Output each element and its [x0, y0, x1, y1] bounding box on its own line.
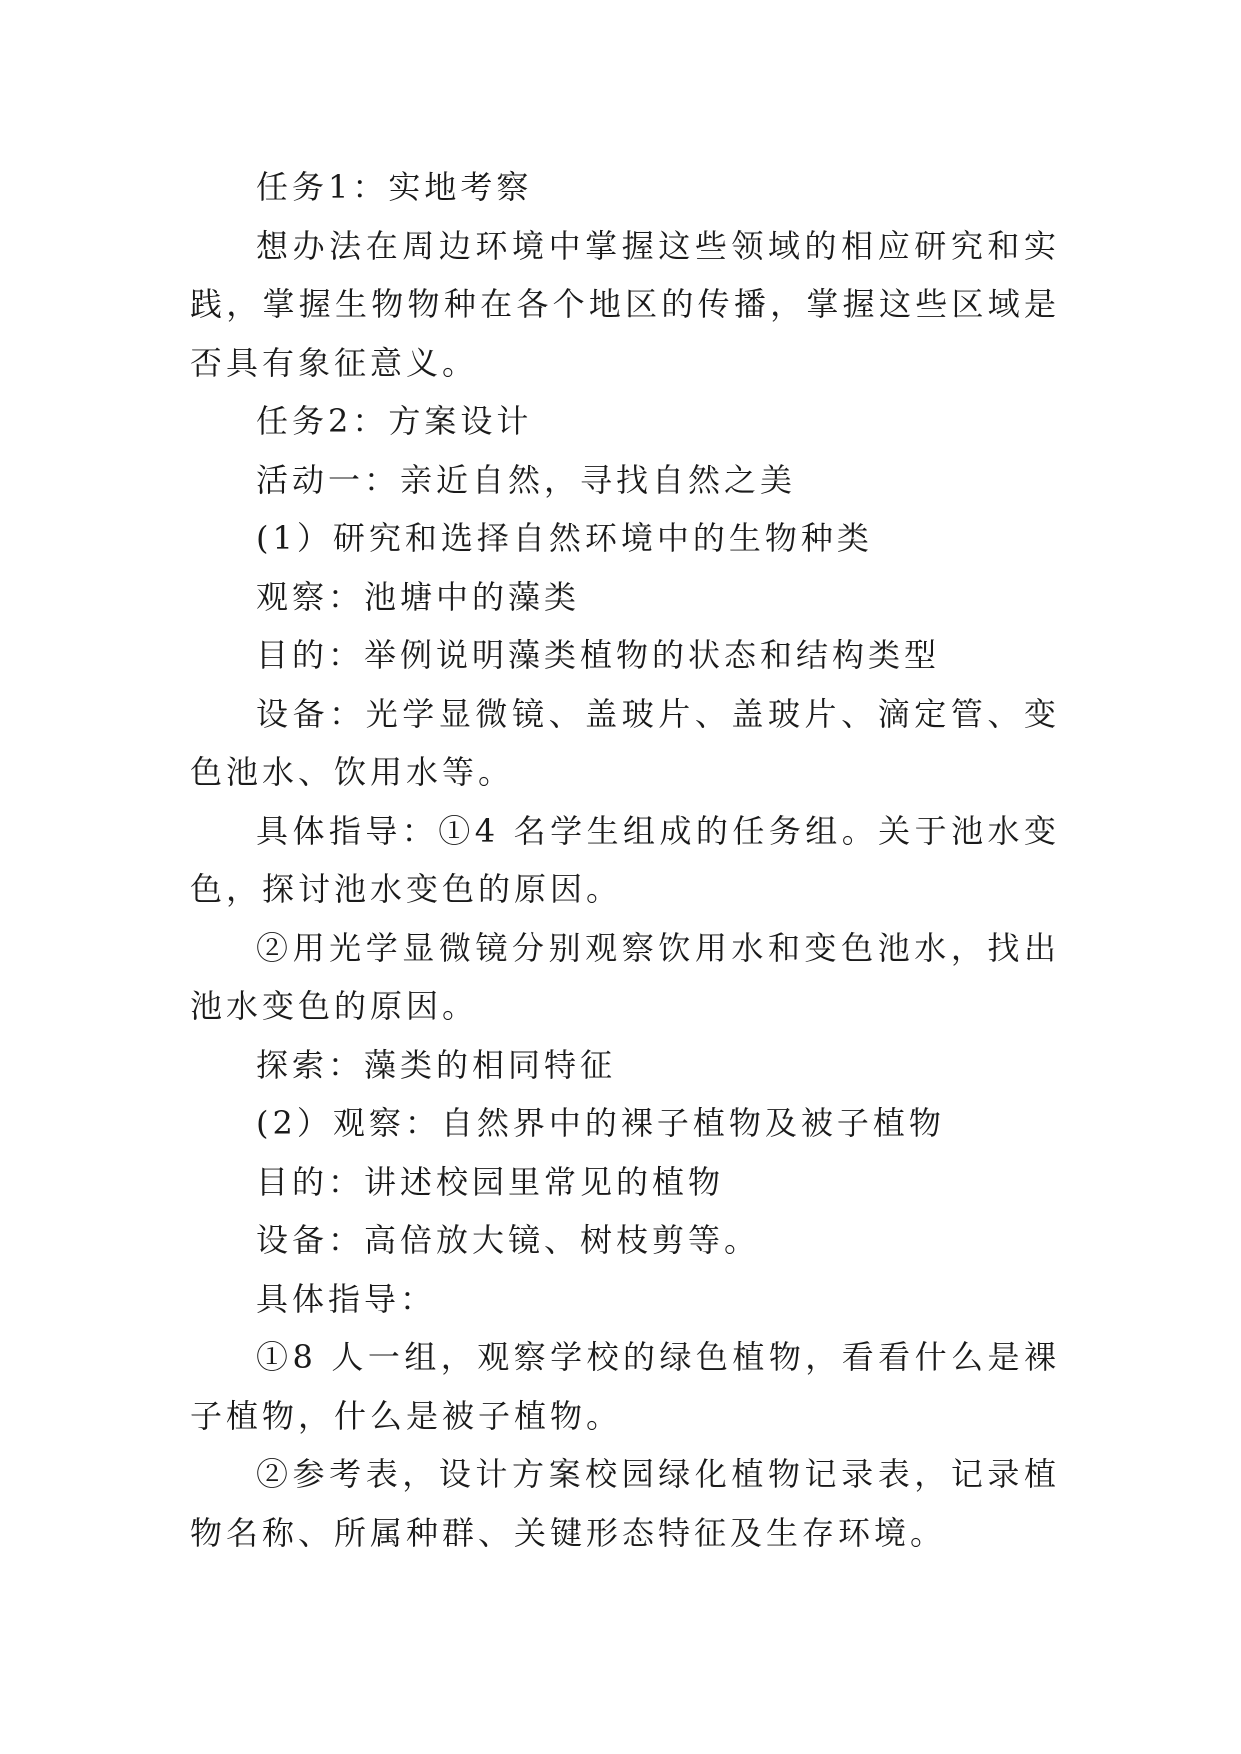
- exploration-1: 探索：藻类的相同特征: [256, 1045, 617, 1084]
- equipment-1: 设备：光学显微镜、盖玻片、盖玻片、滴定管、变色池水、饮用水等。: [190, 694, 1060, 791]
- task-1-heading: 任务1：实地考察: [256, 168, 533, 206]
- guidance-1-step-1: 具体指导：①4 名学生组成的任务组。关于池水变色，探讨池水变色的原因。: [190, 811, 1060, 908]
- document-body: [190, 158, 1060, 1562]
- observation-1: 观察：池塘中的藻类: [256, 577, 581, 616]
- guidance-2-step-1: ①8 人一组，观察学校的绿色植物，看看什么是裸子植物，什么是被子植物。: [190, 1338, 1060, 1435]
- guidance-2-step-2: ②参考表，设计方案校园绿化植物记录表，记录植物名称、所属种群、关键形态特征及生存环境。: [190, 1455, 1060, 1552]
- purpose-1: 目的：举例说明藻类植物的状态和结构类型: [256, 636, 941, 674]
- task-1-description: 想办法在周边环境中掌握这些领域的相应研究和实践，掌握生物物种在各个地区的传播，掌握这些区域是否具有象征意义。: [190, 226, 1060, 382]
- section-1-heading: (1）研究和选择自然环境中的生物种类: [256, 519, 873, 557]
- guidance-1-step-2: ②用光学显微镜分别观察饮用水和变色池水，找出池水变色的原因。: [190, 928, 1060, 1025]
- purpose-2: 目的：讲述校园里常见的植物: [256, 1162, 725, 1201]
- activity-1-heading: 活动一：亲近自然，寻找自然之美: [256, 460, 797, 499]
- guidance-2-heading: 具体指导：: [256, 1279, 437, 1318]
- equipment-2: 设备：高倍放大镜、树枝剪等。: [256, 1221, 761, 1259]
- task-2-heading: 任务2：方案设计: [256, 402, 533, 440]
- section-2-heading: (2）观察：自然界中的裸子植物及被子植物: [256, 1104, 945, 1142]
